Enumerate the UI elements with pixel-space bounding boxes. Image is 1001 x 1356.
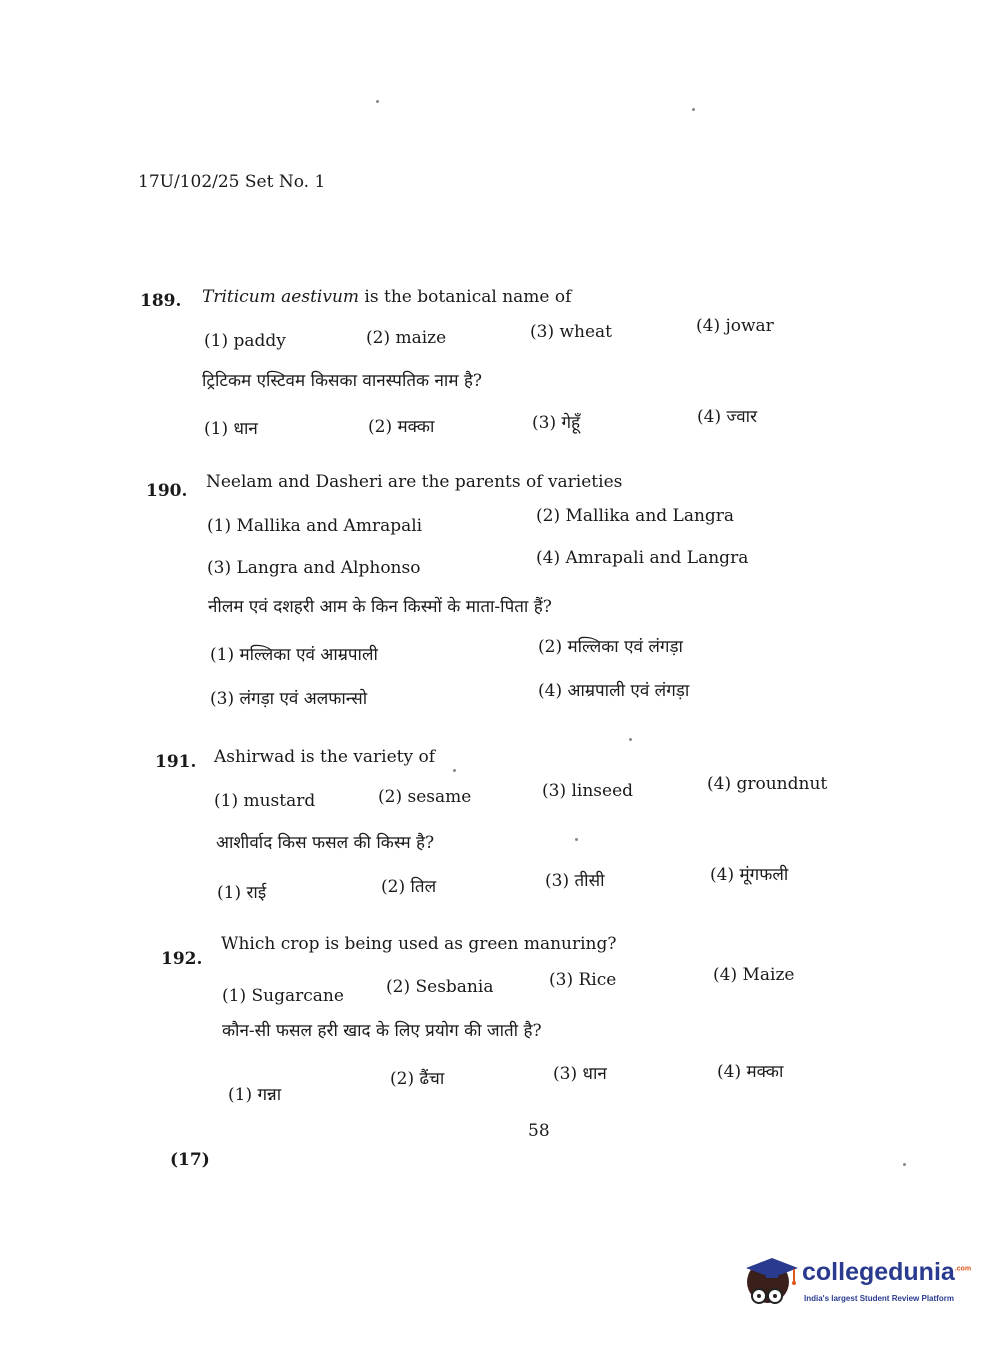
hindi-question-text: आशीर्वाद किस फसल की किस्म है?	[216, 833, 435, 853]
scan-speck	[629, 738, 632, 741]
hindi-option-3: (3) धान	[553, 1064, 607, 1084]
hindi-question-text: कौन-सी फसल हरी खाद के लिए प्रयोग की जाती है?	[222, 1021, 542, 1041]
scan-speck	[575, 838, 578, 841]
hindi-option-2: (2) मक्का	[368, 417, 435, 437]
option-4: (4) jowar	[696, 316, 774, 336]
question-number: 191.	[155, 752, 197, 772]
question-number: 190.	[146, 481, 188, 501]
hindi-option-2: (2) मल्लिका एवं लंगड़ा	[538, 637, 683, 657]
question-number: 192.	[161, 949, 203, 969]
hindi-option-4: (4) ज्वार	[697, 407, 758, 427]
hindi-question-text: ट्रिटिकम एस्टिवम किसका वानस्पतिक नाम है?	[202, 371, 483, 391]
scan-speck	[692, 108, 695, 111]
option-3: (3) Langra and Alphonso	[207, 558, 421, 578]
hindi-option-1: (1) धान	[204, 419, 258, 439]
question-number: 189.	[140, 291, 182, 311]
scan-speck	[903, 1163, 906, 1166]
option-3: (3) Rice	[549, 970, 617, 990]
hindi-option-3: (3) लंगड़ा एवं अलफान्सो	[210, 689, 368, 709]
logo-tagline: India's largest Student Review Platform	[804, 1294, 954, 1303]
option-4: (4) Maize	[713, 965, 795, 985]
option-3: (3) wheat	[530, 322, 613, 342]
option-2: (2) Mallika and Langra	[536, 506, 735, 526]
scan-speck	[376, 100, 379, 103]
hindi-option-4: (4) मक्का	[717, 1062, 784, 1082]
page-code: (17)	[170, 1150, 210, 1170]
hindi-question-text: नीलम एवं दशहरी आम के किन किस्मों के माता-पिता हैं?	[208, 597, 552, 617]
mascot-icon	[742, 1248, 798, 1318]
set-number: 17U/102/25 Set No. 1	[138, 172, 326, 192]
hindi-option-2: (2) तिल	[381, 877, 437, 897]
question-text-rest: is the botanical name of	[359, 287, 572, 307]
scan-speck	[453, 769, 456, 772]
hindi-option-2: (2) ढैंचा	[390, 1069, 445, 1089]
hindi-option-3: (3) तीसी	[545, 871, 605, 891]
option-1: (1) mustard	[214, 791, 316, 811]
question-text: Neelam and Dasheri are the parents of varieties	[206, 472, 623, 492]
question-text: Which crop is being used as green manuring?	[221, 934, 617, 954]
page-number: 58	[528, 1121, 550, 1141]
hindi-option-4: (4) आम्रपाली एवं लंगड़ा	[538, 681, 690, 701]
option-4: (4) groundnut	[707, 774, 828, 794]
option-3: (3) linseed	[542, 781, 634, 801]
hindi-option-3: (3) गेहूँ	[532, 413, 581, 433]
option-1: (1) paddy	[204, 331, 286, 351]
option-2: (2) sesame	[378, 787, 472, 807]
option-2: (2) Sesbania	[386, 977, 494, 997]
option-1: (1) Sugarcane	[222, 986, 344, 1006]
question-text: Ashirwad is the variety of	[214, 747, 436, 767]
question-text	[202, 287, 571, 307]
option-4: (4) Amrapali and Langra	[536, 548, 749, 568]
logo-wordmark: collegedunia$^{.com}$	[802, 1258, 972, 1286]
hindi-option-4: (4) मूंगफली	[710, 865, 789, 885]
option-1: (1) Mallika and Amrapali	[207, 516, 423, 536]
botanical-name: Triticum aestivum	[202, 287, 360, 307]
collegedunia-logo	[742, 1248, 972, 1320]
hindi-option-1: (1) राई	[217, 883, 267, 903]
hindi-option-1: (1) गन्ना	[228, 1085, 282, 1105]
hindi-option-1: (1) मल्लिका एवं आम्रपाली	[210, 645, 378, 665]
option-2: (2) maize	[366, 328, 447, 348]
